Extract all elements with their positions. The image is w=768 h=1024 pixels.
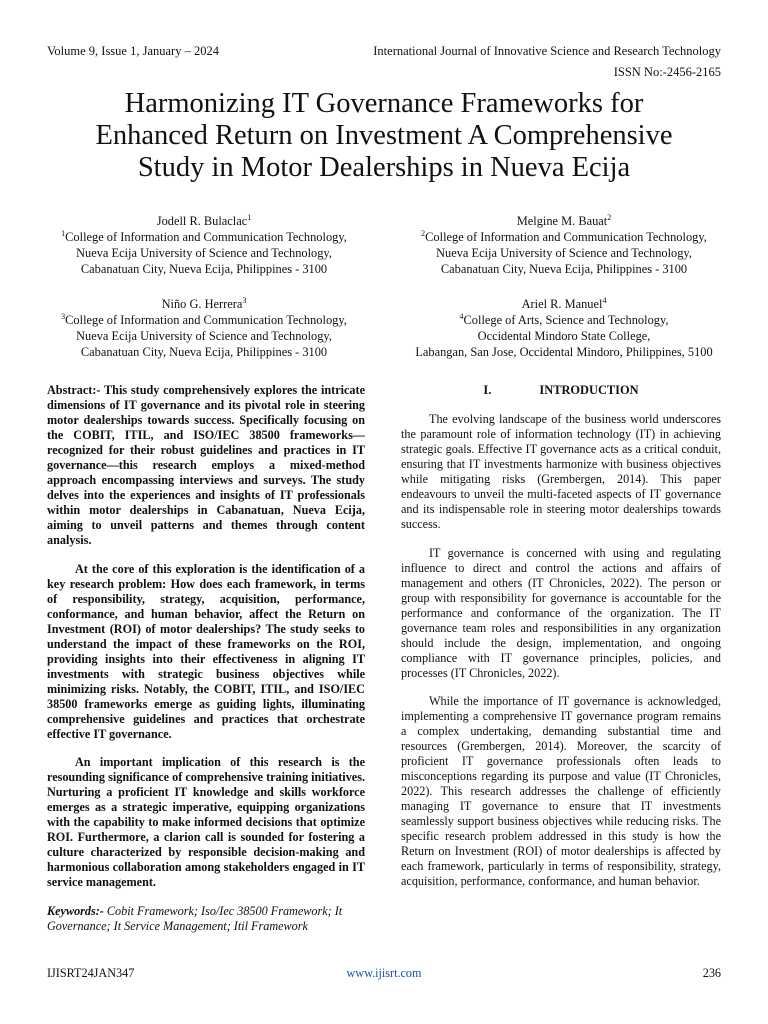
intro-paragraph: The evolving landscape of the business world underscores the paramount role of information technology (IT) in achieving strategic goals. Effective IT governance acts as a critical conduit, ensuring that IT investments harmonize with business objectives while mitigating risks (Grembergen, 2014). This paper endeavours to unveil the multi-faceted aspects of IT governance and its indispensable role in steering motor dealerships towards success. (401, 412, 721, 531)
section-title: INTRODUCTION (539, 383, 639, 397)
affiliation-line: Nueva Ecija University of Science and Technology, (436, 246, 692, 260)
affiliation-line: College of Arts, Science and Technology, (463, 313, 669, 327)
affiliation-line: Nueva Ecija University of Science and Technology, (76, 329, 332, 343)
abstract-paragraph: Abstract:- This study comprehensively explores the intricate dimensions of IT governance and its pivotal role in steering motor dealerships towards success. Specifically focusing on the COBIT, ITIL, and ISO/IEC 38500 frameworks—recognized for their robust guidelines and practices in IT governance—this research employs a mixed-method approach encompassing interviews and surveys. The study delves into the experiences and insights of IT professionals within motor dealerships in Cabanatuan, Nueva Ecija, aiming to unveil patterns and themes through content analysis. (47, 383, 365, 547)
author-block-1 (34, 213, 374, 277)
introduction-column (401, 383, 721, 903)
abstract-paragraph: An important implication of this research is the resounding significance of comprehensive training initiatives. Nurturing a proficient IT knowledge and skills workforce emerges as a strategic imperative, equipping organizations with the capability to make informed decisions that optimize ROI. Furthermore, a clarion call is sounded for fostering a culture characterized by responsible decision-making and harmonious collaboration among stakeholders engaged in IT service management. (47, 755, 365, 889)
author-sup: 2 (607, 212, 612, 222)
abstract-column (47, 383, 365, 947)
intro-paragraph: IT governance is concerned with using and regulating influence to direct and control the actions and affairs of management and others (IT Chronicles, 2022). The person or group with responsibility for governance is accountable for the performance and conformance of the organization. The IT governance team roles and responsibilities in any organization should include the design, implementation, and ongoing compliance with IT governance principles, policies, and processes (IT Chronicles, 2022). (401, 545, 721, 680)
affiliation-sup: 2 (421, 228, 426, 238)
affiliation-line: College of Information and Communication Technology, (65, 313, 347, 327)
abstract-paragraph: At the core of this exploration is the identification of a key research problem: How does each framework, in terms of responsibility, strategy, acquisition, performance, conformance, and human behavior, affect the Return on Investment (ROI) of motor dealerships? The study seeks to understand the impact of these frameworks on the ROI, providing insights into their effectiveness in aligning IT investments with strategic business objectives while minimizing risks. Notably, the COBIT, ITIL, and ISO/IEC 38500 frameworks emerge as guiding lights, illuminating comprehensive guidelines and practices that orchestrate effective IT governance. (47, 561, 365, 741)
title-line: Study in Motor Dealerships in Nueva Ecija (137, 152, 631, 183)
page-number: 236 (702, 966, 721, 980)
title-line: Harmonizing IT Governance Frameworks for (124, 88, 644, 119)
author-sup: 4 (602, 295, 607, 305)
author-block-4 (394, 296, 734, 360)
paper-code: IJISRT24JAN347 (47, 966, 135, 980)
author-name: Melgine M. Bauat (516, 214, 608, 228)
affiliation-line: Cabanatuan City, Nueva Ecija, Philippines - 3100 (80, 345, 328, 359)
paper-title (40, 88, 728, 184)
author-block-3 (34, 296, 374, 360)
section-heading (401, 383, 721, 398)
affiliation-line: Occidental Mindoro State College, (477, 329, 651, 343)
volume-info: Volume 9, Issue 1, January – 2024 (47, 44, 219, 58)
journal-url-link[interactable]: www.ijisrt.com (346, 966, 422, 980)
affiliation-line: College of Information and Communication Technology, (65, 230, 347, 244)
affiliation-line: Cabanatuan City, Nueva Ecija, Philippines - 3100 (440, 262, 688, 276)
affiliation-sup: 3 (61, 311, 66, 321)
affiliation-line: Nueva Ecija University of Science and Technology, (76, 246, 332, 260)
section-number: I. (483, 383, 492, 397)
author-sup: 3 (242, 295, 247, 305)
keywords-label: Keywords:- (47, 903, 104, 918)
affiliation-sup: 4 (459, 311, 464, 321)
author-name: Niño G. Herrera (161, 297, 243, 311)
issn-number: ISSN No:-2456-2165 (613, 65, 721, 79)
author-sup: 1 (247, 212, 252, 222)
affiliation-line: Labangan, San Jose, Occidental Mindoro, Philippines, 5100 (415, 345, 713, 359)
keywords (47, 904, 365, 934)
affiliation-sup: 1 (61, 228, 66, 238)
affiliation-line: Cabanatuan City, Nueva Ecija, Philippines - 3100 (80, 262, 328, 276)
keywords-text: Cobit Framework; Iso/Iec 38500 Framework; It Governance; It Service Management; Itil Framework (47, 903, 343, 933)
affiliation-line: College of Information and Communication Technology, (425, 230, 707, 244)
author-name: Jodell R. Bulaclac (156, 214, 248, 228)
intro-paragraph: While the importance of IT governance is acknowledged, implementing a comprehensive IT governance program remains a complex undertaking, demanding substantial time and resources (Grembergen, 2014). Moreover, the scarcity of proficient IT governance professionals often leads to misconceptions regarding its purpose and value (IT Chronicles, 2022). This research addresses the challenge of efficiently managing IT governance to ensure that IT investments seamlessly support business objectives while reducing risks. The specific research problem addressed in this study is how the Return on Investment (ROI) of motor dealerships is affected by each framework, particularly in terms of responsibility, strategy, acquisition, performance, conformance, and human behavior. (401, 694, 721, 888)
journal-name: International Journal of Innovative Science and Research Technology (373, 44, 721, 58)
author-block-2 (394, 213, 734, 277)
author-name: Ariel R. Manuel (521, 297, 603, 311)
title-line: Enhanced Return on Investment A Comprehensive (95, 120, 673, 151)
